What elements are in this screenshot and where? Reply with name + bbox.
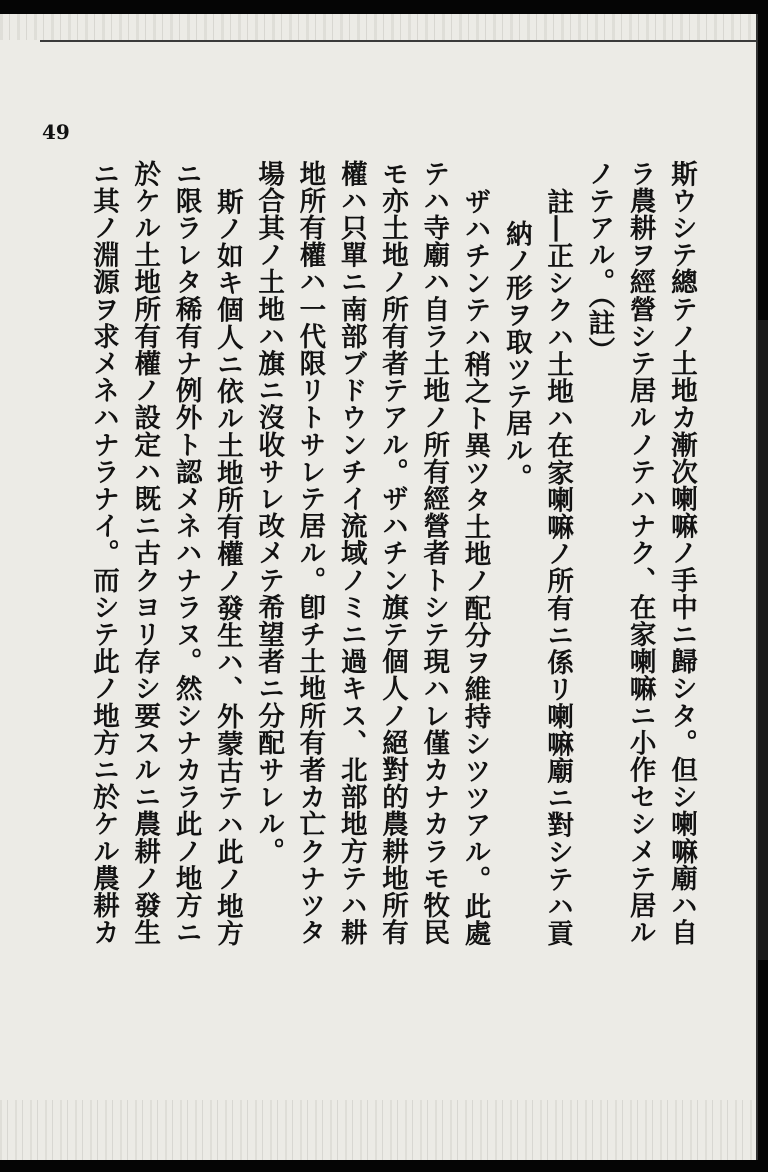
top-rule — [40, 40, 756, 42]
book-page — [0, 14, 758, 1160]
text-column: 斯ノ如キ個人ニ依ル土地所有權ノ發生ハ、外蒙古テハ此ノ地方 — [211, 188, 243, 947]
text-column: テハ寺廟ハ自ラ土地ノ所有經營者トシテ現ハレ僅カナカラモ牧民 — [418, 160, 450, 946]
text-column: ニ限ラレタ稀有ナ例外ト認メネハナラヌ。然シナカラ此ノ地方ニ — [170, 160, 202, 946]
text-column: 斯ウシテ總テノ土地カ漸次喇嘛ノ手中ニ歸シタ。但シ喇嘛廟ハ自 — [665, 160, 697, 946]
scan-noise-bottom — [0, 1100, 756, 1160]
text-column: 權ハ只單ニ南部ブドウンチイ流域ノミニ過キス、北部地方テハ耕 — [335, 160, 367, 946]
vertical-text-block — [86, 160, 698, 1020]
text-column: ザハチンテハ稍之ト異ツタ土地ノ配分ヲ維持シツツアル。此處 — [459, 188, 491, 947]
text-column: ラ農耕ヲ經營シテ居ルノテハナク、在家喇嘛ニ小作セシメテ居ル — [624, 160, 656, 946]
scan-noise-top — [0, 14, 756, 40]
text-column: 場合其ノ土地ハ旗ニ沒收サレ改メテ希望者ニ分配サレル。 — [253, 160, 285, 865]
text-column: 納ノ形ヲ取ツテ居ル。 — [500, 220, 532, 491]
text-column: 於ケル土地所有權ノ設定ハ既ニ古クヨリ存シ要スルニ農耕ノ發生 — [129, 160, 161, 946]
text-column: ノテアル。（註） — [583, 160, 615, 364]
page-number: 49 — [42, 120, 70, 144]
text-column: ニ其ノ淵源ヲ求メネハナラナイ。而シテ此ノ地方ニ於ケル農耕カ — [88, 160, 119, 946]
page-edge-shadow — [758, 320, 768, 960]
text-column: 地所有權ハ一代限リトサレテ居ル。卽チ土地所有者カ亡クナツタ — [294, 160, 326, 946]
text-column: 註―正シクハ土地ハ在家喇嘛ノ所有ニ係リ喇嘛廟ニ對シテハ貢 — [542, 188, 574, 947]
text-column: モ亦土地ノ所有者テアル。ザハチン旗テ個人ノ絕對的農耕地所有 — [376, 160, 408, 946]
